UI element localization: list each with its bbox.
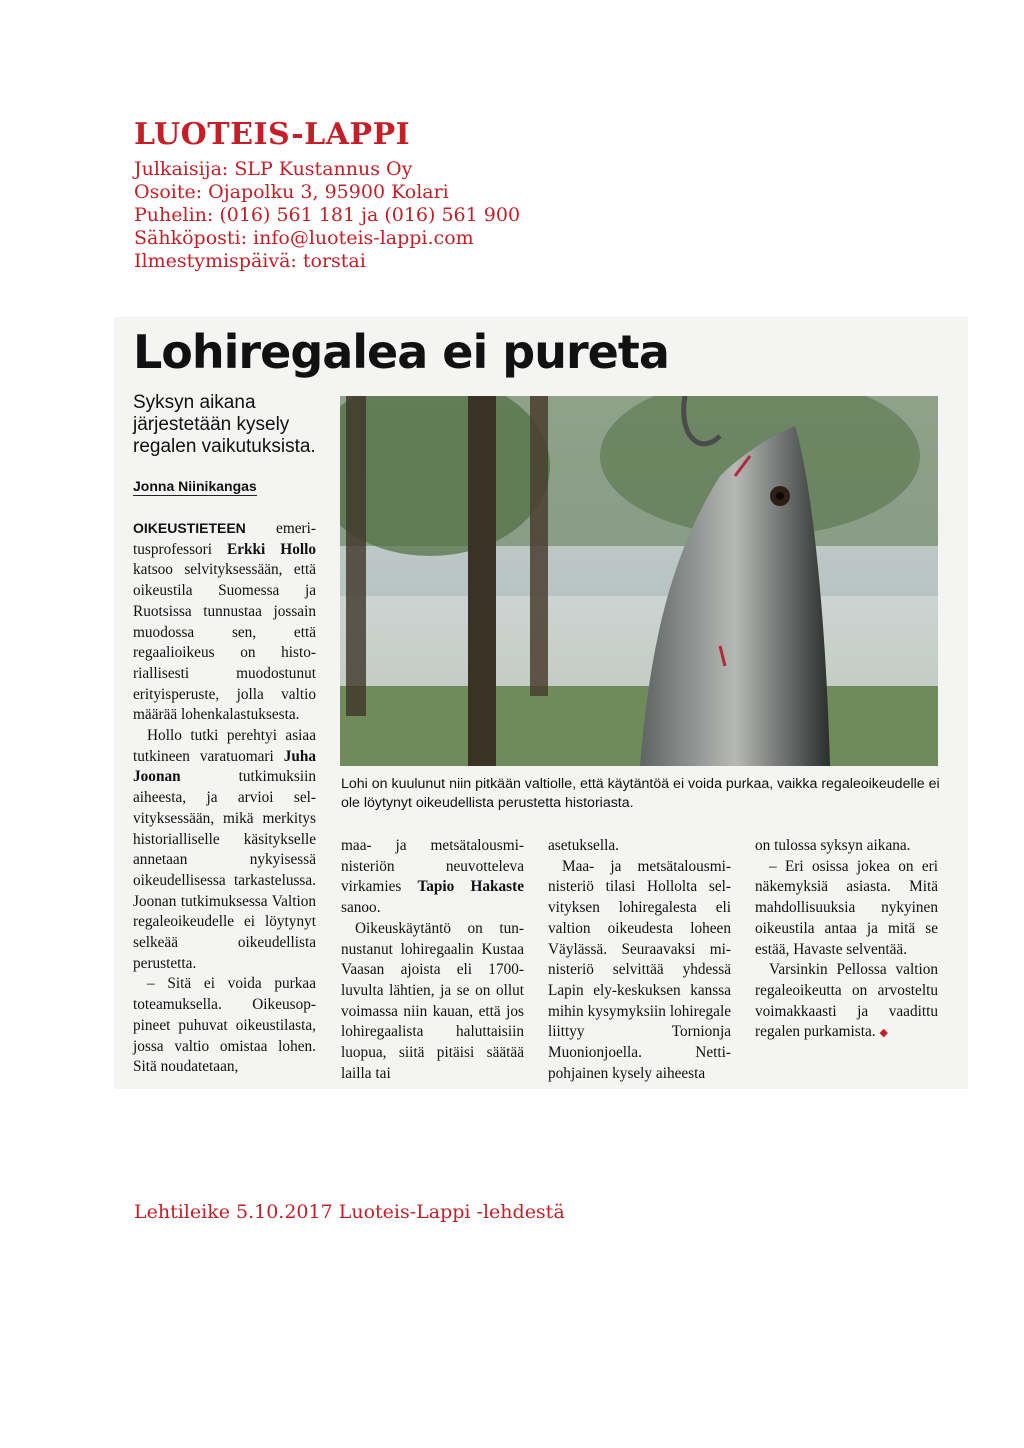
clipping-source-note: Lehtileike 5.10.2017 Luoteis-Lappi -lehdestä xyxy=(134,1201,565,1223)
col4-text-b: – Eri osissa jokea on eri näkemyksiä asiasta. Mitä mahdollisuuksia nykyinen oikeustila antaa ja mitä se estää, Havaste selventää. xyxy=(755,857,938,958)
article-column-1 xyxy=(133,518,316,1078)
publication-info xyxy=(134,118,520,273)
col4-text-c: Varsinkin Pellossa valtion regaleoikeutta on arvosteltu voimakkaasti ja vaadittu regalen purkamista. xyxy=(755,961,938,1041)
publication-day-line: Ilmestymispäivä: torstai xyxy=(134,250,366,272)
col1-text-d: tutkimuksiin aiheesta, ja arvioi selvityksessään, mikä merkitys historialliselle käsitykselle annetaan nykyisessä oikeudellisessa tarkastelussa. Joonan tutkimuksessa Valtion regaleoikeudelle ei löytynyt selkeää oikeudellista perustetta. xyxy=(133,768,316,972)
col3-text-a: asetuksella. xyxy=(548,837,619,854)
col2-text-c: Oikeuskäytäntö on tunnustanut lohiregaalin Kustaa Vaasan ajoista eli 1700-luvulta lähtien, ja se on ollut voimassa niin kauan, että jos lohiregaalista haluttaisiin luopua, siitä pitäisi säätää lailla tai xyxy=(341,919,524,1082)
col1-text-b: katsoo selvityksessään, että oikeustila Suomessa ja Ruotsissa tunnustaa jossain muodossa sen, että regaalioikeus on historiallisesti muodostunut erityisperuste, jolla valtio määrää lohenkalastuksesta. xyxy=(133,561,316,724)
address-line: Osoite: Ojapolku 3, 95900 Kolari xyxy=(134,181,449,203)
salmon-photo-illustration xyxy=(340,396,938,766)
person-name-joona: Juha Joonan xyxy=(133,747,316,786)
col3-text-b: Maa- ja metsätalousministeriö tilasi Hollolta selvityksen lohiregalesta eli valtion oikeudesta loheen Väylässä. Seuraavaksi ministeriö selvittää yhdessä Lapin ely-keskuksen kanssa mihin kysymyksiin lohiregale liittyy Tornionja Muonionjoella. Nettipohjainen kysely aiheesta xyxy=(548,857,731,1082)
person-name-hollo: Erkki Hollo xyxy=(227,540,316,558)
article-column-3 xyxy=(548,836,731,1084)
col2-text-a: maa- ja metsätalousministeriön neuvotteleva virkamies xyxy=(341,837,524,896)
column-start-caps: OIKEUSTIETEEN xyxy=(133,520,246,536)
article-column-2 xyxy=(341,836,524,1084)
salmon-photo xyxy=(340,396,938,766)
article-headline: Lohiregalea ei pureta xyxy=(133,325,669,379)
person-name-hakaste: Tapio Hakaste xyxy=(417,878,524,896)
col2-text-b: sanoo. xyxy=(341,899,381,917)
phone-line: Puhelin: (016) 561 181 ja (016) 561 900 xyxy=(134,204,521,226)
publication-title: LUOTEIS-LAPPI xyxy=(134,117,411,152)
end-mark-icon: ◆ xyxy=(879,1027,888,1040)
newspaper-clipping xyxy=(115,318,967,1088)
email-line: Sähköposti: info@luoteis-lappi.com xyxy=(134,227,474,249)
article-column-4 xyxy=(755,836,938,1044)
col1-text-a: emeritusprofessori xyxy=(133,520,316,558)
col1-text-e: – Sitä ei voida purkaa toteamuksella. Oikeusoppineet puhuvat oikeustilasta, jossa valtio omistaa lohen. Sitä noudatetaan, xyxy=(133,975,316,1076)
article-byline: Jonna Niinikangas xyxy=(133,478,257,494)
photo-caption: Lohi on kuulunut niin pitkään valtiolle, että käytäntöä ei voida purkaa, vaikka regaleoikeudelle ei ole löytynyt oikeudellista perustetta historiasta. xyxy=(341,776,940,811)
col1-text-c: Hollo tutki perehtyi asiaa tutkineen varatuomari xyxy=(133,727,316,765)
publisher-line: Julkaisija: SLP Kustannus Oy xyxy=(134,158,413,180)
col4-text-a: on tulossa syksyn aikana. xyxy=(755,837,911,854)
article-lead: Syksyn aikana järjestetään kysely regalen vaikutuksista. xyxy=(133,392,316,457)
